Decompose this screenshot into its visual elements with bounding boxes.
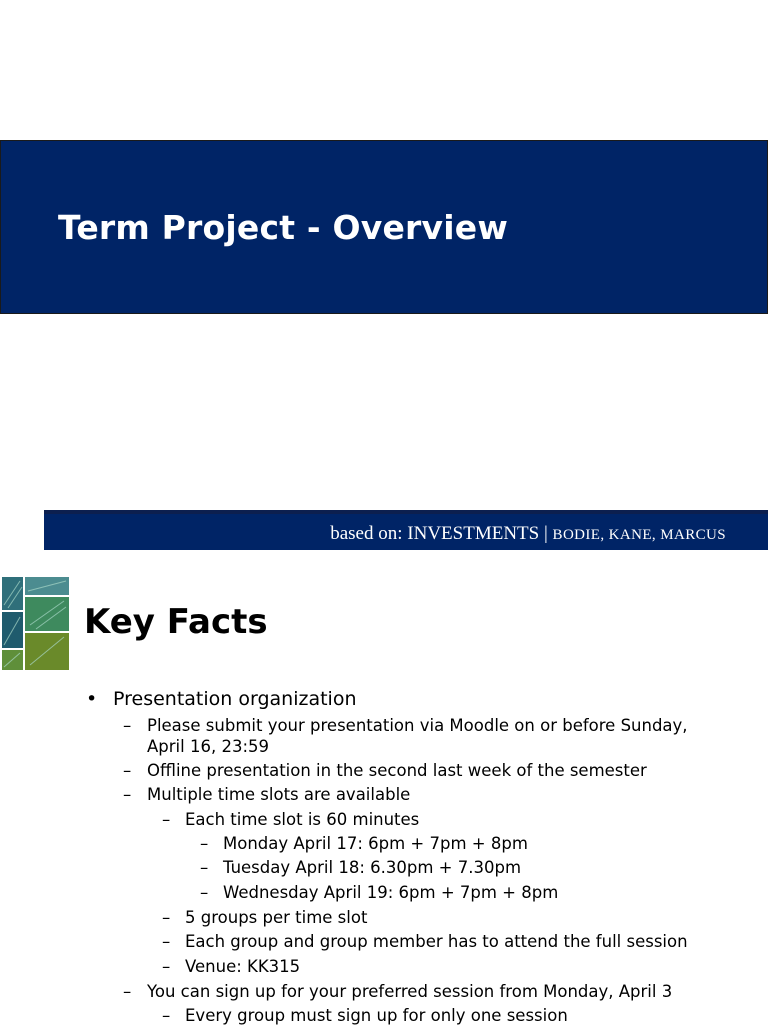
footer-prefix: based on: <box>330 523 408 544</box>
list-item-text: Monday April 17: 6pm + 7pm + 8pm <box>223 834 528 853</box>
list-item-text: Venue: KK315 <box>185 957 301 976</box>
list-item-text: Each group and group member has to attend the full session <box>185 932 688 951</box>
footer-separator: | <box>539 523 553 544</box>
list-item-text: Tuesday April 18: 6.30pm + 7.30pm <box>223 858 522 877</box>
bullet-marker: • <box>86 688 98 710</box>
list-item-text: Offline presentation in the second last week of the semester <box>147 761 647 780</box>
list-item-text: 5 groups per time slot <box>185 908 368 927</box>
list-item-text: Wednesday April 19: 6pm + 7pm + 8pm <box>223 883 559 902</box>
footer-book-title: INVESTMENTS <box>407 523 540 544</box>
bullet-marker: – <box>200 834 209 853</box>
list-item-text: Multiple time slots are available <box>147 785 411 804</box>
bullet-marker: – <box>200 858 209 877</box>
slide-title: Term Project - Overview <box>58 208 509 247</box>
bullet-marker: – <box>123 785 132 804</box>
bullet-marker: – <box>123 982 132 1001</box>
bullet-marker: – <box>162 810 171 829</box>
slide-heading: Key Facts <box>84 602 268 642</box>
list-item-text: You can sign up for your preferred session from Monday, April 3 <box>147 982 673 1001</box>
bullet-marker: – <box>162 957 171 976</box>
list-item-text: Each time slot is 60 minutes <box>185 810 420 829</box>
decorative-leaf-image <box>0 575 71 672</box>
bullet-marker: – <box>162 908 171 927</box>
bullet-marker: – <box>123 761 132 780</box>
footer-authors: BODIE, KANE, MARCUS <box>552 527 726 543</box>
bullet-marker: – <box>200 883 209 902</box>
bullet-marker: – <box>123 716 132 735</box>
bullet-marker: – <box>162 1006 171 1025</box>
list-item-text: Please submit your presentation via Moodle on or before Sunday, <box>147 716 688 735</box>
footer-banner <box>44 510 768 550</box>
list-item-text: April 16, 23:59 <box>147 737 269 756</box>
footer-credit <box>330 523 726 545</box>
list-item-text: Every group must sign up for only one session <box>185 1006 568 1025</box>
list-item-text: Presentation organization <box>113 688 357 710</box>
bullet-marker: – <box>162 932 171 951</box>
